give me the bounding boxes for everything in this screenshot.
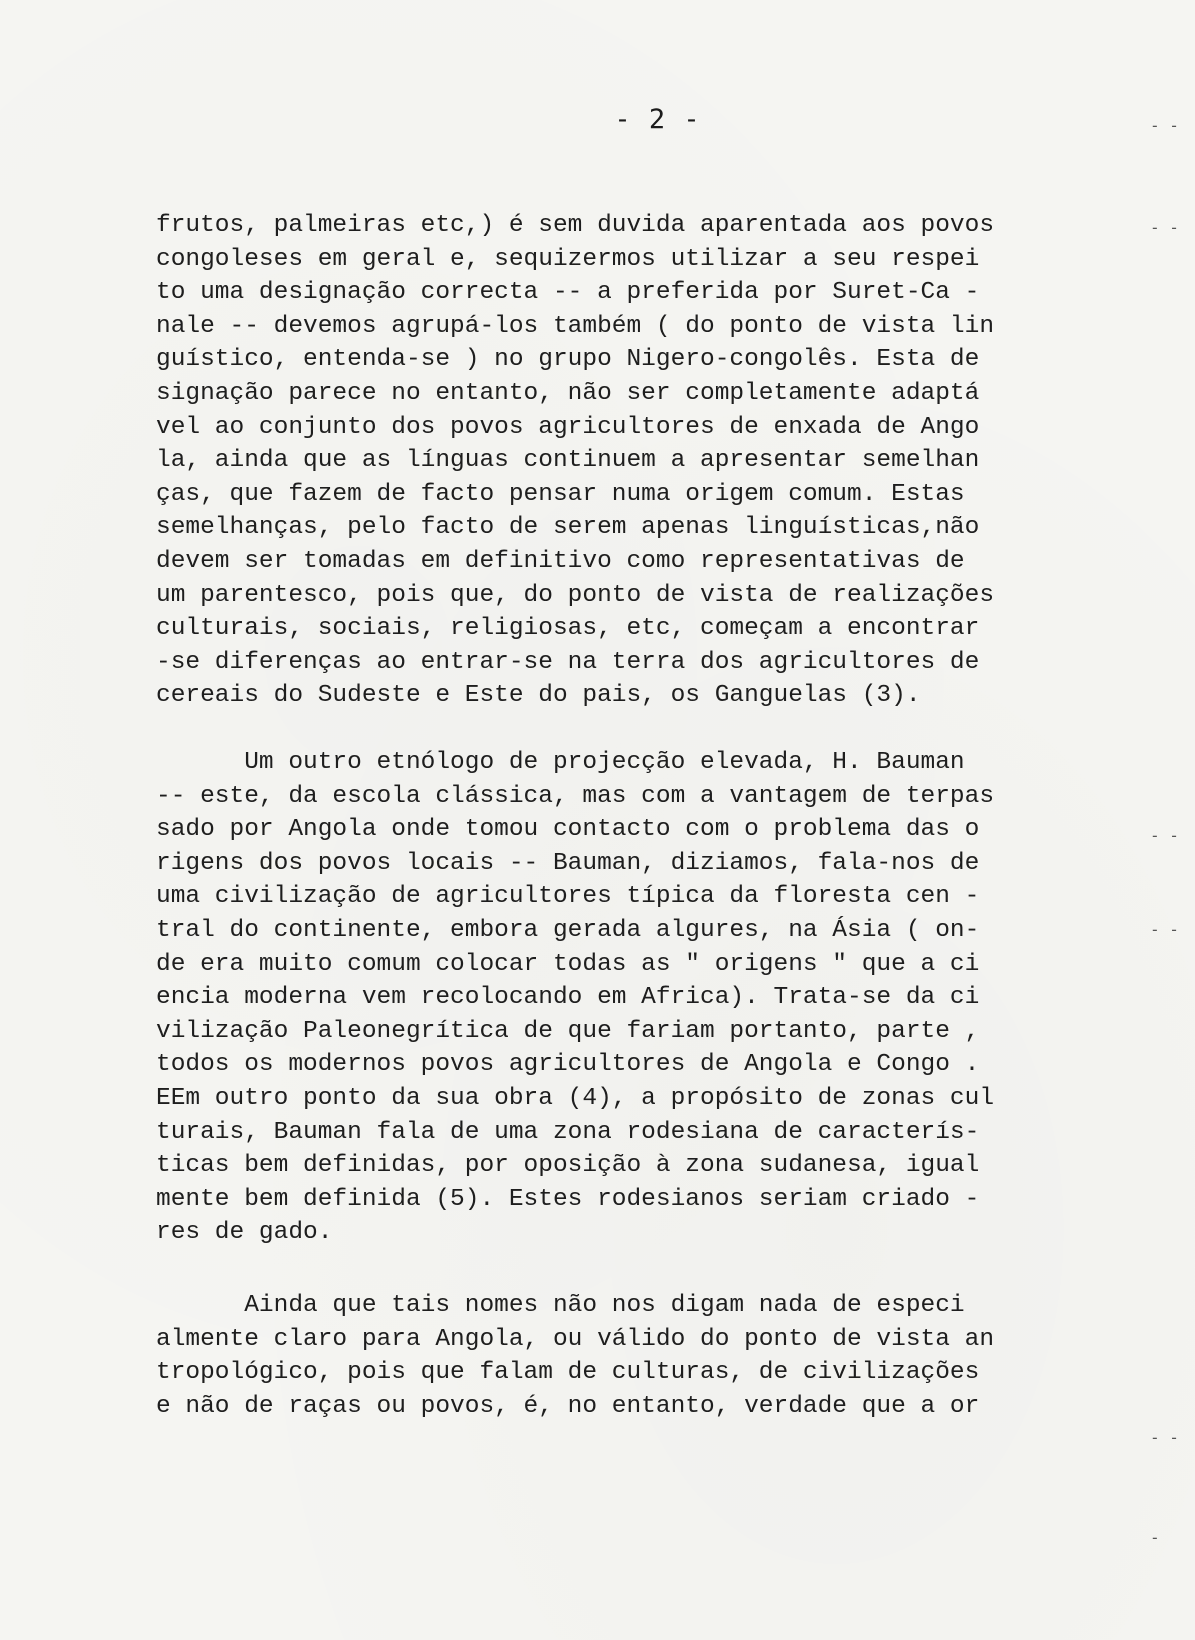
text-line: e não de raças ou povos, é, no entanto, verdade que a or bbox=[156, 1392, 980, 1420]
text-line: congoleses em geral e, sequizermos utilizar a seu respei bbox=[156, 245, 980, 273]
margin-mark: - - bbox=[1150, 826, 1179, 845]
margin-mark: - - bbox=[1150, 116, 1179, 135]
text-line: vilização Paleonegrítica de que fariam portanto, parte , bbox=[156, 1017, 980, 1045]
text-line: frutos, palmeiras etc,) é sem duvida aparentada aos povos bbox=[156, 212, 995, 239]
text-line: culturais, sociais, religiosas, etc, começam a encontrar bbox=[156, 615, 980, 643]
text-line: vel ao conjunto dos povos agricultores de enxada de Ango bbox=[156, 413, 980, 441]
paragraph-2 bbox=[156, 746, 1096, 1250]
text-line: Ainda que tais nomes não nos digam nada de especi bbox=[156, 1292, 965, 1319]
text-line: tropológico, pois que falam de culturas, de civilizações bbox=[156, 1359, 980, 1387]
text-line: uma civilização de agricultores típica da floresta cen - bbox=[156, 883, 980, 911]
margin-mark: - - bbox=[1150, 218, 1179, 237]
text-line: sado por Angola onde tomou contacto com o problema das o bbox=[156, 816, 980, 844]
paragraph-1 bbox=[156, 209, 1096, 713]
page-number: - 2 - bbox=[614, 104, 701, 135]
text-line: cereais do Sudeste e Este do pais, os Ganguelas (3). bbox=[156, 682, 921, 710]
text-line: todos os modernos povos agricultores de Angola e Congo . bbox=[156, 1051, 980, 1079]
text-line: rigens dos povos locais -- Bauman, diziamos, fala-nos de bbox=[156, 849, 980, 877]
margin-mark: - - bbox=[1150, 1428, 1179, 1447]
text-line: semelhanças, pelo facto de serem apenas linguísticas,não bbox=[156, 514, 980, 542]
text-line: to uma designação correcta -- a preferida por Suret-Ca - bbox=[156, 279, 980, 307]
text-line: res de gado. bbox=[156, 1219, 333, 1247]
text-line: -- este, da escola clássica, mas com a vantagem de terpas bbox=[156, 782, 995, 810]
text-line: nale -- devemos agrupá-los também ( do ponto de vista lin bbox=[156, 312, 995, 340]
text-line: -se diferenças ao entrar-se na terra dos agricultores de bbox=[156, 648, 980, 676]
text-line: almente claro para Angola, ou válido do ponto de vista an bbox=[156, 1325, 995, 1353]
text-line: mente bem definida (5). Estes rodesianos seriam criado - bbox=[156, 1185, 980, 1213]
text-line: de era muito comum colocar todas as " origens " que a ci bbox=[156, 950, 980, 978]
text-line: EEm outro ponto da sua obra (4), a propósito de zonas cul bbox=[156, 1084, 995, 1112]
text-line: signação parece no entanto, não ser completamente adaptá bbox=[156, 379, 980, 407]
margin-mark: - - bbox=[1150, 920, 1179, 939]
text-line: devem ser tomadas em definitivo como representativas de bbox=[156, 547, 965, 575]
text-line: la, ainda que as línguas continuem a apresentar semelhan bbox=[156, 447, 980, 475]
text-line: guístico, entenda-se ) no grupo Nigero-congolês. Esta de bbox=[156, 346, 980, 374]
text-line: ticas bem definidas, por oposição à zona sudanesa, igual bbox=[156, 1152, 980, 1180]
text-line: tral do continente, embora gerada algures, na Ásia ( on- bbox=[156, 916, 980, 944]
text-line: um parentesco, pois que, do ponto de vista de realizações bbox=[156, 581, 995, 609]
paragraph-3 bbox=[156, 1289, 1096, 1423]
text-line: ças, que fazem de facto pensar numa origem comum. Estas bbox=[156, 480, 965, 508]
text-line: Um outro etnólogo de projecção elevada, H. Bauman bbox=[156, 749, 965, 776]
text-line: encia moderna vem recolocando em Africa). Trata-se da ci bbox=[156, 984, 980, 1012]
margin-mark: - bbox=[1150, 1528, 1160, 1547]
text-line: turais, Bauman fala de uma zona rodesiana de caracterís- bbox=[156, 1118, 980, 1146]
